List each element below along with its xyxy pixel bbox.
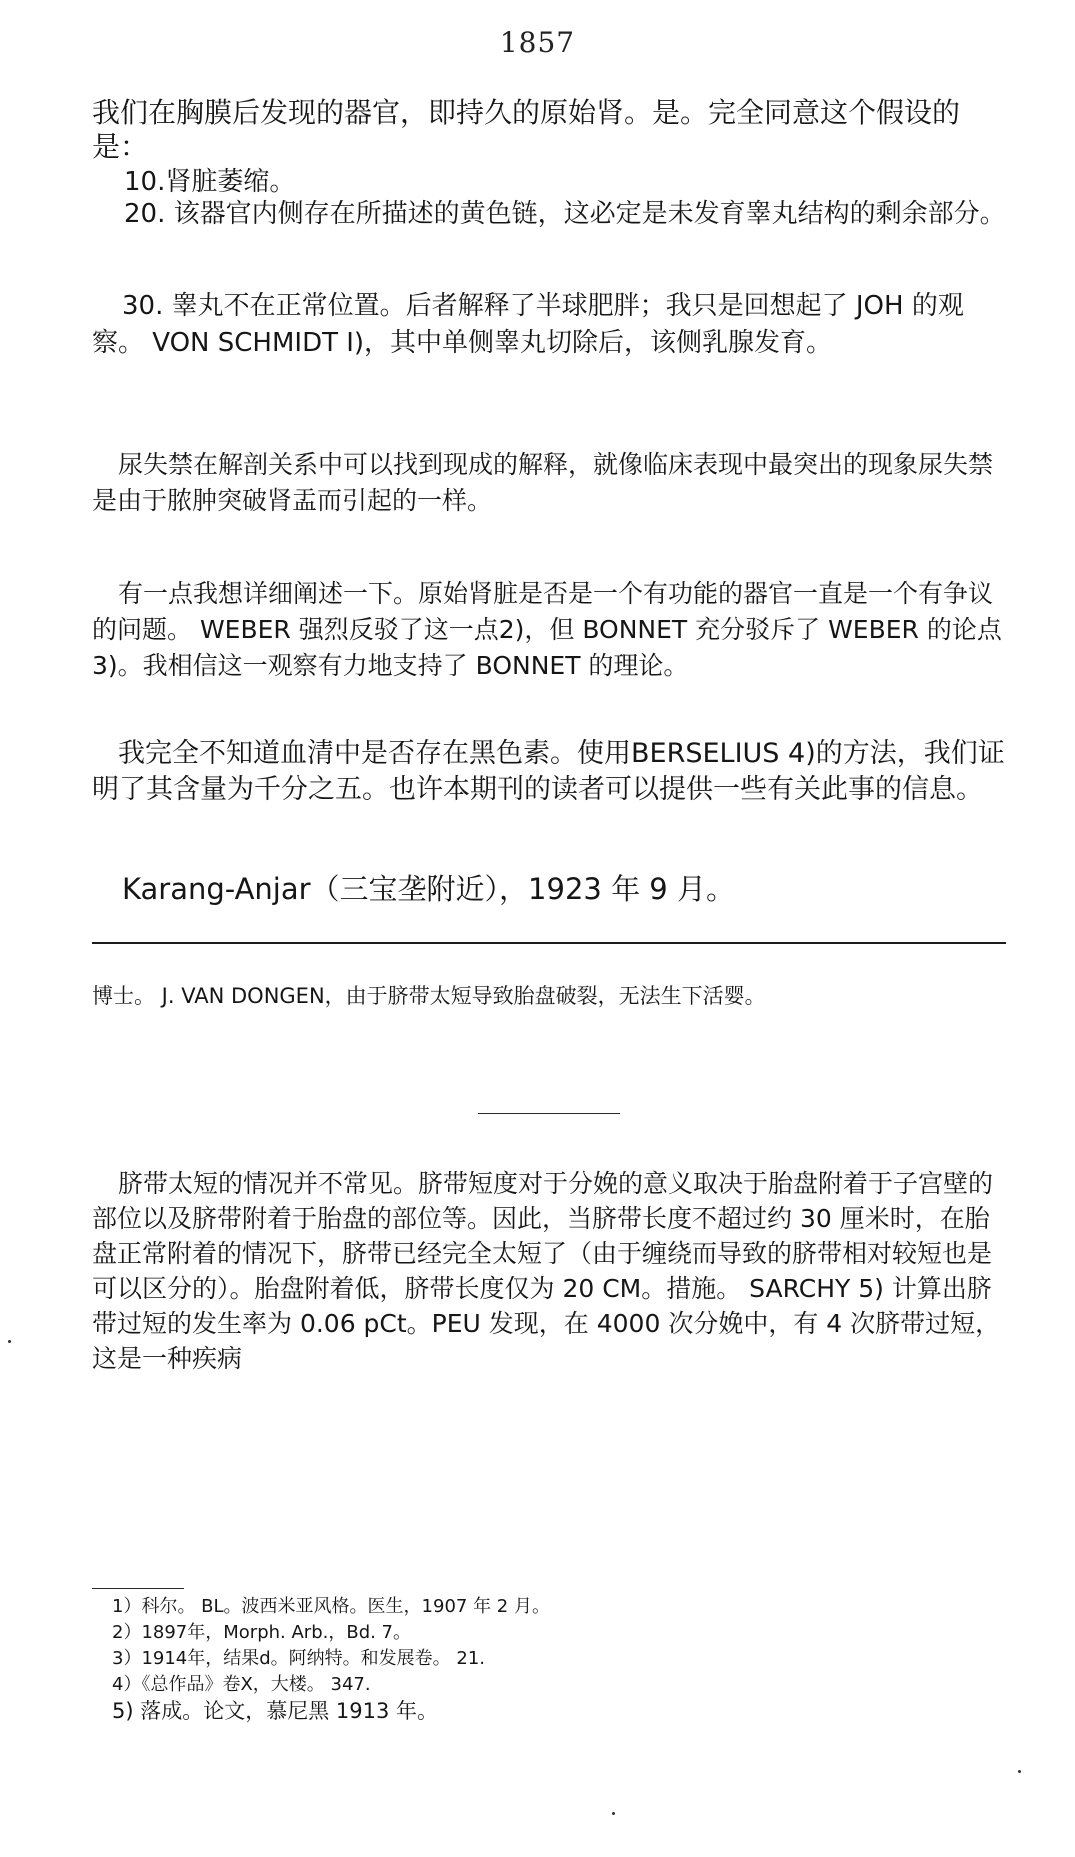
footnote-item: 1）科尔。 BL。波西米亚风格。医生，1907 年 2 月。 xyxy=(112,1596,550,1617)
section-divider xyxy=(92,942,1006,944)
footnote-item: 3）1914年，结果d。阿纳特。和发展卷。 21. xyxy=(112,1648,486,1669)
list-item-yellow-chain: 20. 该器官内侧存在所描述的黄色链，这必定是未发育睾丸结构的剩余部分。 xyxy=(124,199,1006,229)
list-item-kidney-atrophy: 10.肾脏萎缩。 xyxy=(124,167,296,197)
paragraph-incontinence: 尿失禁在解剖关系中可以找到现成的解释，就像临床表现中最突出的现象尿失禁是由于脓肿突破肾盂而引起的一样。 xyxy=(92,450,994,515)
paragraph-short-umbilical-cord: 脐带太短的情况并不常见。脐带短度对于分娩的意义取决于胎盘附着于子宫壁的部位以及脐带附着于胎盘的部位等。因此，当脐带长度不超过约 30 厘米时，在胎盘正常附着的情况下，脐带已经完全太短了（由于缠绕而导致的脐带相对较短也是可以区分的）。胎盘附着低，脐带长度仅为 20 CM。措施。 SARCHY 5) 计算出脐带过短的发生率为 0.06 pCt。PEU 发现，在 4000 次分娩中，有 4 次脐带过短，这是一种疾病 xyxy=(92,1169,1001,1373)
footnote-item: 2）1897年，Morph. Arb.，Bd. 7。 xyxy=(112,1622,412,1643)
footnote-divider xyxy=(92,1588,184,1589)
paragraph-primitive-kidney: 我们在胸膜后发现的器官，即持久的原始肾。是。完全同意这个假设的是： xyxy=(92,96,961,163)
scan-speck xyxy=(8,1340,11,1343)
paragraph-kidney-function: 有一点我想详细阐述一下。原始肾脏是否是一个有功能的器官一直是一个有争议的问题。 WEBER 强烈反驳了这一点2)，但 BONNET 充分驳斥了 WEBER 的论点3)。我相信这一观察有力地支持了 BONNET 的理论。 xyxy=(92,579,1002,680)
article-title: 博士。 J. VAN DONGEN，由于脐带太短导致胎盘破裂，无法生下活婴。 xyxy=(92,984,766,1008)
scan-speck xyxy=(612,1812,615,1815)
footnotes-list xyxy=(112,1594,992,1724)
paragraph-melanin: 我完全不知道血清中是否存在黑色素。使用BERSELIUS 4)的方法，我们证明了其含量为千分之五。也许本期刊的读者可以提供一些有关此事的信息。 xyxy=(92,738,1005,805)
footnote-item: 4）《总作品》卷X，大楼。 347. xyxy=(112,1674,371,1695)
scan-speck xyxy=(1018,1770,1021,1773)
dateline: Karang-Anjar（三宝垄附近），1923 年 9 月。 xyxy=(122,872,735,906)
footnote-item: 5) 落成。论文，慕尼黑 1913 年。 xyxy=(112,1699,439,1723)
title-divider xyxy=(478,1113,620,1114)
page-number: 1857 xyxy=(499,26,576,59)
list-item-testis-position: 30. 睾丸不在正常位置。后者解释了半球肥胖；我只是回想起了 JOH 的观察。 VON SCHMIDT I)，其中单侧睾丸切除后，该侧乳腺发育。 xyxy=(92,291,964,358)
